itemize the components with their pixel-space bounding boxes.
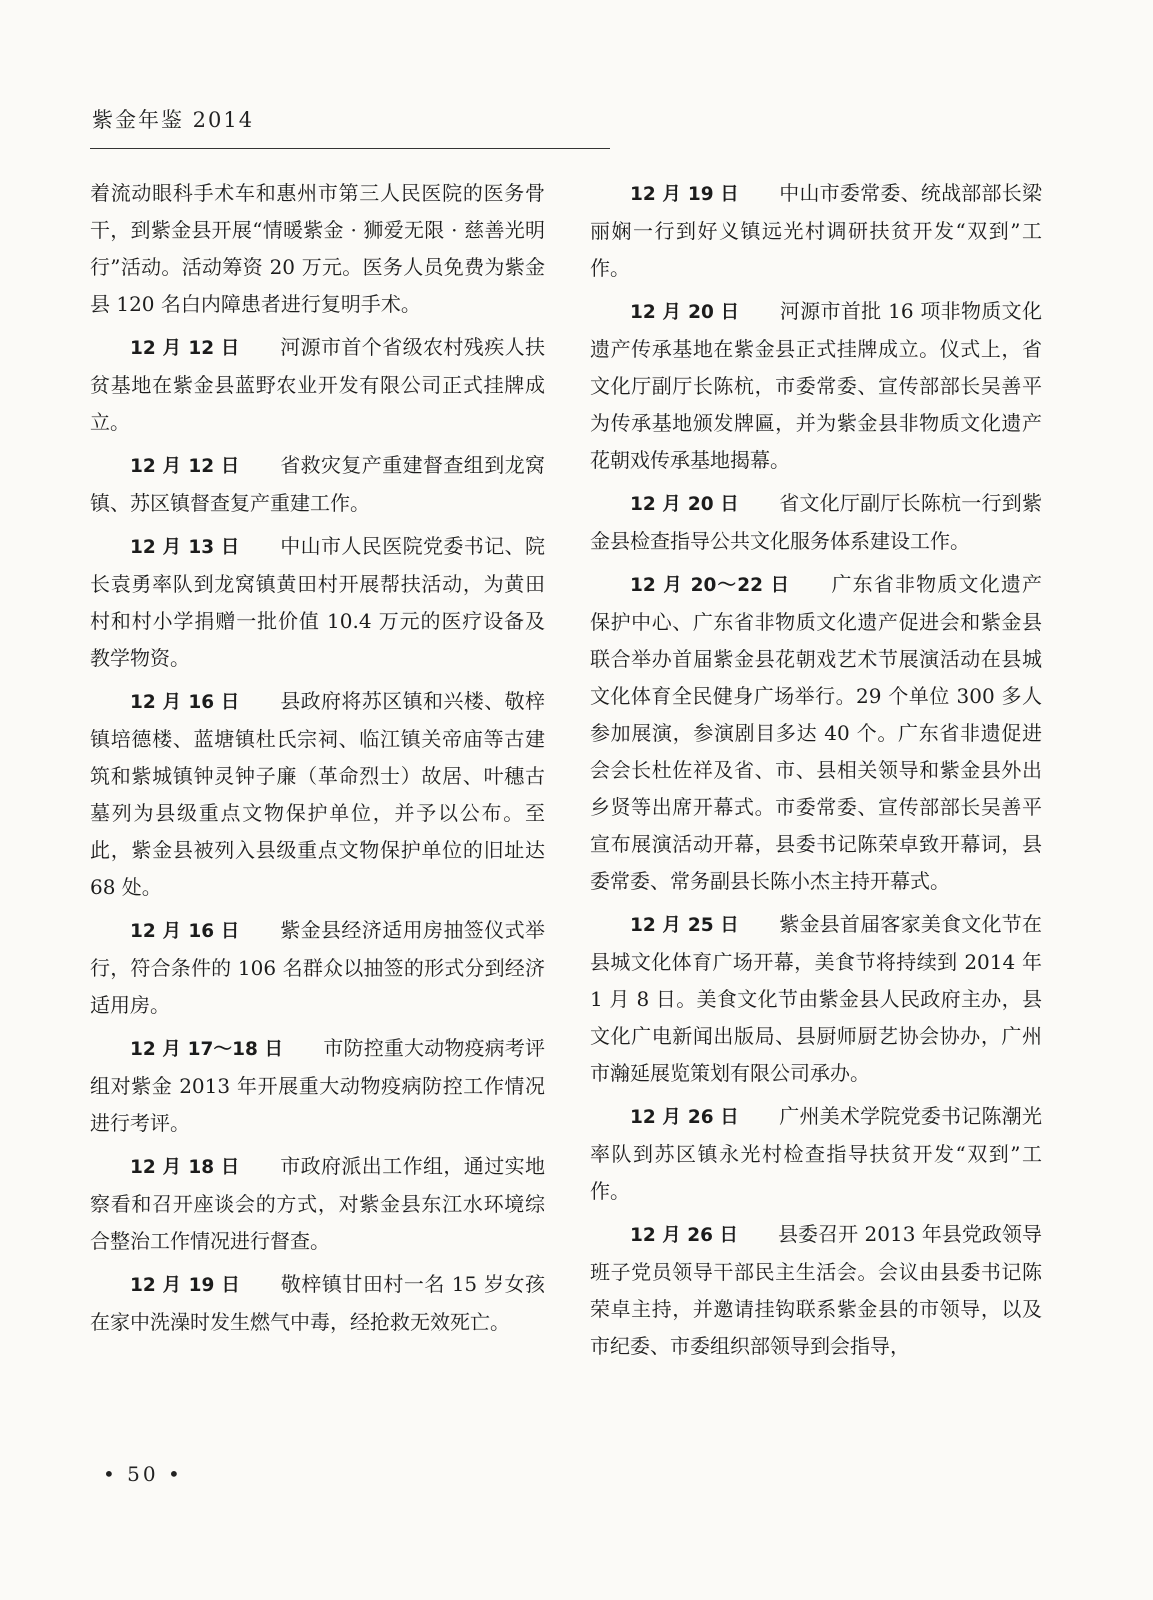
entry-date: 12 月 26 日 bbox=[630, 1225, 738, 1246]
entry bbox=[590, 906, 1042, 1092]
entry bbox=[590, 566, 1042, 900]
entry-date: 12 月 16 日 bbox=[130, 692, 240, 713]
entry-text: 广州美术学院党委书记陈潮光率队到苏区镇永光村检查指导扶贫开发“双到”工作。 bbox=[590, 1104, 1043, 1203]
entry-text: 市防控重大动物疫病考评组对紫金 2013 年开展重大动物疫病防控工作情况进行考评。 bbox=[90, 1036, 545, 1135]
header-rule bbox=[90, 148, 610, 149]
entry-text: 紫金县首届客家美食文化节在县城文化体育广场开幕，美食节将持续到 2014 年 1 月 8 日。美食文化节由紫金县人民政府主办，县文化广电新闻出版局、县厨师厨艺协会协办，广州市瀚延展览策划有限公司承办。 bbox=[590, 912, 1043, 1085]
entry-date: 12 月 25 日 bbox=[630, 915, 739, 936]
entry-text: 敬梓镇甘田村一名 15 岁女孩在家中洗澡时发生燃气中毒，经抢救无效死亡。 bbox=[90, 1272, 546, 1334]
entry bbox=[90, 912, 545, 1024]
entry-date: 12 月 13 日 bbox=[130, 537, 240, 558]
entry-text: 省文化厅副厅长陈杭一行到紫金县检查指导公共文化服务体系建设工作。 bbox=[590, 491, 1043, 553]
entry-date: 12 月 19 日 bbox=[130, 1275, 241, 1296]
running-header: 紫金年鉴 2014 bbox=[92, 108, 255, 132]
entry-date: 12 月 18 日 bbox=[130, 1157, 240, 1178]
entry-date: 12 月 20 日 bbox=[630, 302, 740, 323]
entry-text: 紫金县经济适用房抽签仪式举行，符合条件的 106 名群众以抽签的形式分到经济适用房。 bbox=[90, 918, 546, 1017]
page-number: • 50 • bbox=[103, 1462, 183, 1486]
entry bbox=[90, 447, 545, 522]
entry bbox=[90, 1148, 545, 1260]
entry-date: 12 月 17～18 日 bbox=[130, 1039, 284, 1060]
entry-text: 广东省非物质文化遗产保护中心、广东省非物质文化遗产促进会和紫金县联合举办首届紫金县花朝戏艺术节展演活动在县城文化体育全民健身广场举行。29 个单位 300 多人参加展演，参演剧目多达 40 个。广东省非遗促进会会长杜佐祥及省、市、县相关领导和紫金县外出乡贤等出席开幕式。市委常委、宣传部部长吴善平宣布展演活动开幕，县委书记陈荣卓致开幕词，县委常委、常务副县长陈小杰主持开幕式。 bbox=[590, 572, 1043, 893]
entry bbox=[90, 683, 545, 906]
entry-text: 省救灾复产重建督查组到龙窝镇、苏区镇督查复产重建工作。 bbox=[90, 453, 546, 515]
entry-text: 中山市委常委、统战部部长梁丽娴一行到好义镇远光村调研扶贫开发“双到”工作。 bbox=[590, 181, 1043, 280]
entry-text: 县委召开 2013 年县党政领导班子党员领导干部民主生活会。会议由县委书记陈荣卓主持，并邀请挂钩联系紫金县的市领导，以及市纪委、市委组织部领导到会指导， bbox=[590, 1222, 1042, 1358]
entry-text: 河源市首批 16 项非物质文化遗产传承基地在紫金县正式挂牌成立。仪式上，省文化厅副厅长陈杭，市委常委、宣传部部长吴善平为传承基地颁发牌匾，并为紫金县非物质文化遗产花朝戏传承基地揭幕。 bbox=[590, 299, 1042, 472]
entry-text: 中山市人民医院党委书记、院长袁勇率队到龙窝镇黄田村开展帮扶活动，为黄田村和村小学捐赠一批价值 10.4 万元的医疗设备及教学物资。 bbox=[90, 534, 546, 670]
entry-text: 河源市首个省级农村残疾人扶贫基地在紫金县蓝野农业开发有限公司正式挂牌成立。 bbox=[90, 335, 546, 434]
entry-continuation bbox=[90, 175, 545, 323]
entry-date: 12 月 20～22 日 bbox=[630, 575, 791, 596]
entry-date: 12 月 20 日 bbox=[630, 494, 739, 515]
right-column bbox=[590, 175, 1042, 1371]
entry-date: 12 月 19 日 bbox=[630, 184, 739, 205]
entry-text: 市政府派出工作组，通过实地察看和召开座谈会的方式，对紫金县东江水环境综合整治工作情况进行督查。 bbox=[90, 1154, 546, 1253]
entry bbox=[590, 1098, 1042, 1210]
entry-text: 县政府将苏区镇和兴楼、敬梓镇培德楼、蓝塘镇杜氏宗祠、临江镇关帝庙等古建筑和紫城镇钟灵钟子廉（革命烈士）故居、叶穗古墓列为县级重点文物保护单位，并予以公布。至此，紫金县被列入县级重点文物保护单位的旧址达 68 处。 bbox=[90, 689, 546, 899]
entry bbox=[590, 175, 1042, 287]
entry bbox=[90, 329, 545, 441]
entry bbox=[90, 1266, 545, 1341]
entry-text: 着流动眼科手术车和惠州市第三人民医院的医务骨干，到紫金县开展“情暖紫金 · 狮爱无限 · 慈善光明行”活动。活动筹资 20 万元。医务人员免费为紫金县 120 名白内障患者进行复明手术。 bbox=[90, 181, 545, 316]
entry-date: 12 月 16 日 bbox=[130, 921, 240, 942]
entry bbox=[590, 1216, 1042, 1365]
entry-date: 12 月 12 日 bbox=[130, 338, 240, 359]
entry bbox=[590, 293, 1042, 479]
entry bbox=[90, 1030, 545, 1142]
entry bbox=[590, 485, 1042, 560]
left-column bbox=[90, 175, 545, 1347]
entry-date: 12 月 12 日 bbox=[130, 456, 240, 477]
entry bbox=[90, 528, 545, 677]
entry-date: 12 月 26 日 bbox=[630, 1107, 739, 1128]
